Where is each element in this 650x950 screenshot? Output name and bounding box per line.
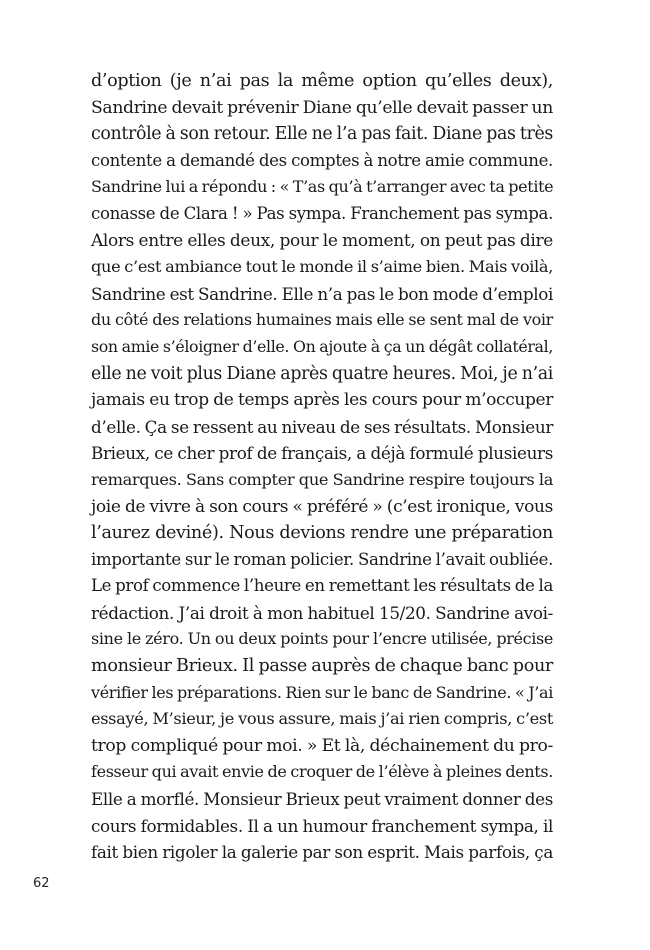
text-line: Sandrine lui a répondu : « T’as qu’à t’arranger avec ta petite: [91, 177, 554, 197]
text-line: sine le zéro. Un ou deux points pour l’encre utilisée, précise: [91, 629, 553, 649]
text-line: trop compliqué pour moi. » Et là, déchainement du pro-: [91, 735, 553, 756]
text-line: cours formidables. Il a un humour franchement sympa, il: [91, 815, 553, 836]
text-line: monsieur Brieux. Il passe auprès de chaque banc pour: [91, 656, 553, 677]
text-line: contente a demandé des comptes à notre amie commune.: [91, 150, 553, 170]
text-line: remarques. Sans compter que Sandrine respire toujours la: [91, 469, 553, 489]
text-line: Brieux, ce cher prof de français, a déjà formulé plusieurs: [91, 443, 553, 464]
text-line: son amie s’éloigner d’elle. On ajoute à ça un dégât collatéral,: [91, 336, 553, 356]
text-line: Sandrine devait prévenir Diane qu’elle devait passer un: [91, 97, 553, 118]
text-line: rédaction. J’ai droit à mon habituel 15/20. Sandrine avoi-: [91, 602, 553, 623]
text-line: jamais eu trop de temps après les cours pour m’occuper: [91, 390, 553, 411]
text-line: essayé, M’sieur, je vous assure, mais j’ai rien compris, c’est: [91, 709, 553, 729]
text-line: elle ne voit plus Diane après quatre heures. Moi, je n’ai: [91, 363, 553, 384]
text-line: Sandrine est Sandrine. Elle n’a pas le bon mode d’emploi: [91, 283, 553, 304]
text-line: d’elle. Ça se ressent au niveau de ses résultats. Monsieur: [91, 416, 553, 437]
text-line: contrôle à son retour. Elle ne l’a pas fait. Diane pas très: [91, 124, 553, 145]
text-line: que c’est ambiance tout le monde il s’aime bien. Mais voilà,: [91, 257, 553, 277]
text-line: fesseur qui avait envie de croquer de l’élève à pleines dents.: [91, 762, 553, 782]
text-line: du côté des relations humaines mais elle se sent mal de voir: [91, 310, 553, 330]
body-text: [91, 68, 553, 866]
text-line: joie de vivre à son cours « préféré » (c’est ironique, vous: [91, 496, 553, 517]
text-line: vérifier les préparations. Rien sur le banc de Sandrine. « J’ai: [91, 682, 553, 702]
text-line: Alors entre elles deux, pour le moment, on peut pas dire: [91, 230, 553, 251]
text-line: conasse de Clara ! » Pas sympa. Franchement pas sympa.: [91, 203, 553, 223]
text-line: l’aurez deviné). Nous devions rendre une préparation: [91, 523, 553, 544]
text-line: Le prof commence l’heure en remettant les résultats de la: [91, 576, 553, 596]
page-number: 62: [33, 876, 50, 891]
text-line: fait bien rigoler la galerie par son esprit. Mais parfois, ça: [91, 842, 553, 863]
text-line: Elle a morflé. Monsieur Brieux peut vraiment donner des: [91, 789, 553, 810]
text-line: importante sur le roman policier. Sandrine l’avait oubliée.: [91, 549, 553, 569]
text-line: d’option (je n’ai pas la même option qu’elles deux),: [91, 71, 553, 91]
